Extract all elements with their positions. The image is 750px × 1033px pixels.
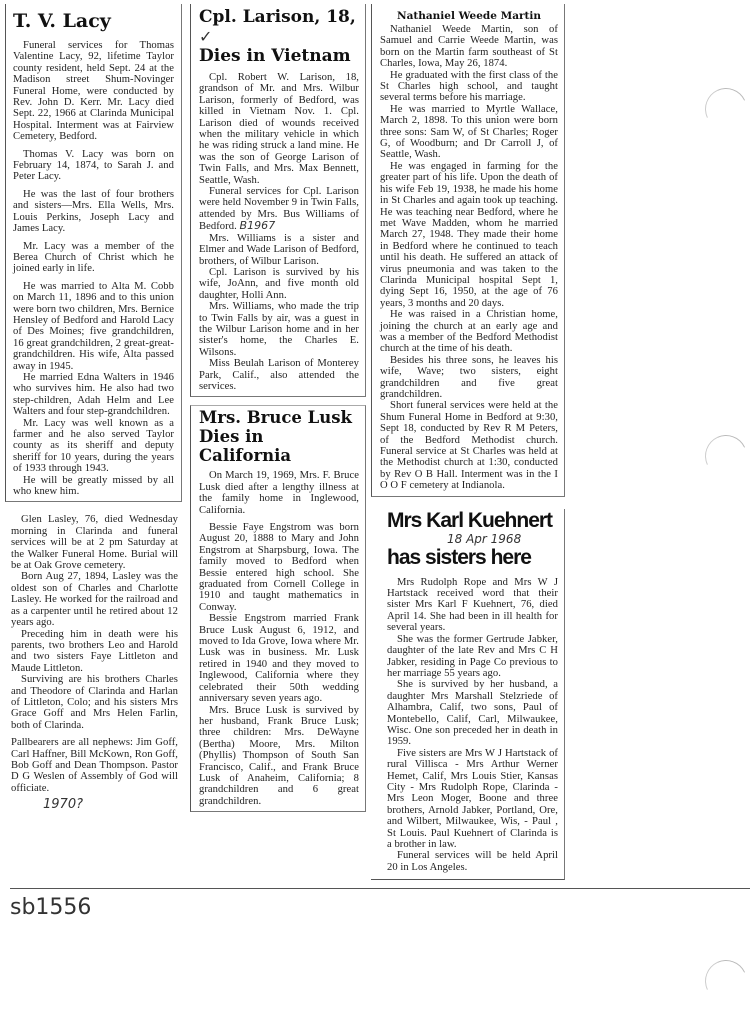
paragraph: Pallbearers are all nephews: Jim Goff, Carl Haffner, Bill McKown, Ron Goff, Bob Goff and Dean Thompson. Pastor D G Weslen of Assembly of God will officiate. xyxy=(11,737,178,794)
paragraph: Glen Lasley, 76, died Wednesday morning in Clarinda and funeral services will be at 2 pm Saturday at the Walker Funeral Home. Burial will be at Oak Grove cemetery. xyxy=(11,514,178,572)
headline-line: Mrs. Bruce Lusk xyxy=(199,408,352,428)
paragraph: Bessie Faye Engstrom was born August 20, 1888 to Mary and John Engstrom at Sharpsburg, Iowa. The family moved to Bedford when Bessie entered high school. She graduated from Cornell College in 1910 and taught mathematics in Conway. xyxy=(199,522,359,613)
paragraph: Mrs. Williams is a sister and Elmer and Wade Larison of Bedford, brothers, of Wilbur Larison. xyxy=(199,232,359,267)
clipping-kuehnert xyxy=(371,509,565,881)
left-column xyxy=(5,4,182,812)
page-footer xyxy=(10,888,750,920)
headline-kuehnert xyxy=(387,509,558,569)
paragraph: He was engaged in farming for the greater part of his life. Upon the death of his wife Feb 19, 1938, he made his home in St Charles and again took up teaching. He was teaching near Bedford, where he met Wave Madden, whom he married March 27, 1948. They made their home in Bedford where he continued to teach until his death. He suffered an attack of virus pneumonia and was taken to the Clarinda Municipal hospital Sept 1, dying Sept 16, 1950, at the age of 76 years, 3 months and 20 days. xyxy=(380,160,558,309)
headline-lacy: T. V. Lacy xyxy=(13,10,111,32)
headline-line: Dies in Vietnam xyxy=(199,46,351,66)
paragraph: Mrs Rudolph Rope and Mrs W J Hartstack received word that their sister Mrs Karl F Kuehnert, 76, died April 14. She had been in ill health for several years. xyxy=(387,576,558,634)
headline-martin: Nathaniel Weede Martin xyxy=(396,10,542,22)
headline-line: has sisters here xyxy=(387,545,531,569)
clipping-martin xyxy=(371,4,565,497)
headline-line: Mrs Karl Kuehnert xyxy=(387,508,553,532)
right-column xyxy=(371,4,565,880)
paragraph: Nathaniel Weede Martin, son of Samuel and Carrie Weede Martin, was born on the Martin farm southeast of St Charles, Iowa, May 26, 1874. xyxy=(380,24,558,70)
paragraph: Bessie Engstrom married Frank Bruce Lusk August 6, 1912, and moved to Ida Grove, Iowa where Mr. Lusk was in business. Mr. Lusk retired in 1940 and they moved to Inglewood, California where they celebrated their 50th wedding anniversary seven years ago. xyxy=(199,613,359,705)
paragraph: She is survived by her husband, a daughter Mrs Marshall Stelzriede of Alhambra, Calif, two sons, Paul of Montebello, Calif, Carl, Milwaukee, Wisc. One son preceded her in death in 1959. xyxy=(387,679,558,748)
paragraph: Miss Beulah Larison of Monterey Park, Calif., also attended the services. xyxy=(199,358,359,392)
handwritten-checkmark: ✓ xyxy=(199,27,213,46)
clipping-larison xyxy=(190,4,366,397)
paragraph: Funeral services for Thomas Valentine Lacy, 92, lifetime Taylor county resident, held Sept. 24 at the Madison street Shum-Novinger Funeral Home, were conducted by Rev. John D. Kerr. Mr. Lacy died Sept. 22, 1966 at Clarinda Municipal Hospital. Interment was at Fairview Cemetery, Bedford. xyxy=(13,40,174,143)
paragraph: Besides his three sons, he leaves his wife, Wave; two sisters, eight grandchildren and five great grandchildren. xyxy=(380,354,558,400)
paragraph: Preceding him in death were his parents, two brothers Leo and Harold and two sisters Faye Littleton and Maude Littleton. xyxy=(11,628,178,674)
paragraph: He was married to Myrtle Wallace, March 2, 1898. To this union were born three sons: Sam W, of St Charles; Roger G, of Woodburn; and Dr Carroll J, of Seattle, Wash. xyxy=(380,103,558,161)
paragraph: Thomas V. Lacy was born on February 14, 1874, to Sarah J. and Peter Lacy. xyxy=(13,148,174,183)
handwritten-larison-date: B1967 xyxy=(239,219,276,233)
paragraph: He was the last of four brothers and sisters—Mrs. Ella Wells, Mrs. Louis Perkins, Joseph Lacy and James Lacy. xyxy=(13,188,174,235)
headline-line: Dies in California xyxy=(199,427,292,466)
paragraph: She was the former Gertrude Jabker, daughter of the late Rev and Mrs C H Jabker, residing in Page Co previous to her marriage 55 years ago. xyxy=(387,633,558,679)
headline-larison xyxy=(199,8,359,66)
paragraph-text: Funeral services for Cpl. Larison were held November 9 in Twin Falls, attended by Mrs. Bus Williams of Bedford. xyxy=(199,186,359,233)
paragraph: Funeral services will be held April 20 in Los Angeles. xyxy=(387,850,558,873)
paragraph: Mr. Lacy was well known as a farmer and he also served Taylor county as its sheriff and deputy sheriff for 10 years, during the years of 1933 through 1943. xyxy=(13,417,174,475)
paragraph: Born Aug 27, 1894, Lasley was the oldest son of Charles and Charlotte Lasley. He worked for the railroad and as a carpenter until he retired about 12 years ago. xyxy=(11,571,178,629)
paragraph: On March 19, 1969, Mrs. F. Bruce Lusk died after a lengthy illness at the family home in Inglewood, California. xyxy=(199,470,359,516)
middle-column xyxy=(190,4,366,812)
paragraph: He was raised in a Christian home, joining the church at an early age and was a member of the Bedford Methodist church at the time of his death. xyxy=(380,309,558,355)
paragraph: He married Edna Walters in 1946 who survives him. He also had two step-children, Adah Helm and Lee Walters and four step-grandchildren. xyxy=(13,371,174,418)
paragraph: He was married to Alta M. Cobb on March 11, 1896 and to this union were born two children, Mrs. Bernice Hensley of Bedford and Harold Lacy of Des Moines; five grandchildren, 16 great grandchildren, 2 great-great-grandchildren. His wife, Alta passed away in 1945. xyxy=(13,280,174,372)
punch-hole-mark xyxy=(699,954,750,1008)
paragraph: He graduated with the first class of the St Charles high school, and taught several terms before his marriage. xyxy=(380,69,558,104)
paragraph: Mrs. Bruce Lusk is survived by her husband, Frank Bruce Lusk; three children: Mrs. DeWayne (Bertha) Moore, Mrs. Milton (Phyllis) Thompson of South San Francisco, Calif., and Frank Bruce Lusk of Anaheim, California; 8 grandchildren and 6 great grandchildren. xyxy=(199,704,359,807)
clipping-lusk xyxy=(190,405,366,812)
paragraph xyxy=(199,186,359,233)
handwritten-catalog-id: sb1556 xyxy=(10,895,92,921)
paragraph: Mr. Lacy was a member of the Berea Church of Christ which he joined early in life. xyxy=(13,240,174,275)
paragraph: Short funeral services were held at the Shum Funeral Home in Bedford at 9:30, Sept 18, conducted by Rev R M Peters, of the Bedford Methodist church. Funeral service at St Charles was held at the Methodist church at 1:30, conducted by Rev O B Hall. Interment was in the I O O F cemetery at Indianola. xyxy=(380,400,558,492)
headline-lusk xyxy=(199,408,359,465)
paragraph: Five sisters are Mrs W J Hartstack of rural Villisca - Mrs Arthur Werner Hemet, Calif, Mrs Louis Stier, Kansas City - Mrs Rudolph Rope, Clarinda - Mrs Leon Moger, Boone and three brothers, Arnold Jabker, Portland, Ore, and Wilbert, Milwaukee, Wis, - Paul , St Louis. Paul Kuehnert of Clarinda is a brother in law. xyxy=(387,747,558,850)
paragraph: He will be greatly missed by all who knew him. xyxy=(13,474,174,498)
handwritten-lasley-date: 1970? xyxy=(43,797,83,813)
paragraph: Cpl. Robert W. Larison, 18, grandson of Mr. and Mrs. Wilbur Larison, formerly of Bedford, was killed in Vietnam Nov. 1. Cpl. Larison died of wounds received when the military vehicle in which he was riding struck a land mine. He was the son of George Larison of Twin Falls, and Mrs. Max Bennett, Seattle, Wash. xyxy=(199,72,359,186)
headline-line: Cpl. Larison, 18, xyxy=(199,7,356,27)
paragraph: Mrs. Williams, who made the trip to Twin Falls by air, was a guest in the Wilbur Larison home and in her sister's home, the Charles E. Wilsons. xyxy=(199,301,359,358)
clipping-lasley xyxy=(5,502,182,812)
handwritten-kuehnert-date: 18 Apr 1968 xyxy=(447,531,522,546)
paragraph: Surviving are his brothers Charles and Theodore of Clarinda and Harlan of Littleton, Colo; and his sisters Mrs Grace Goff and Mrs Helen Farlin, both of Clarinda. xyxy=(11,674,178,731)
clipping-lacy xyxy=(5,4,182,502)
paragraph: Cpl. Larison is survived by his wife, JoAnn, and five month old daughter, Holli Ann. xyxy=(199,266,359,301)
